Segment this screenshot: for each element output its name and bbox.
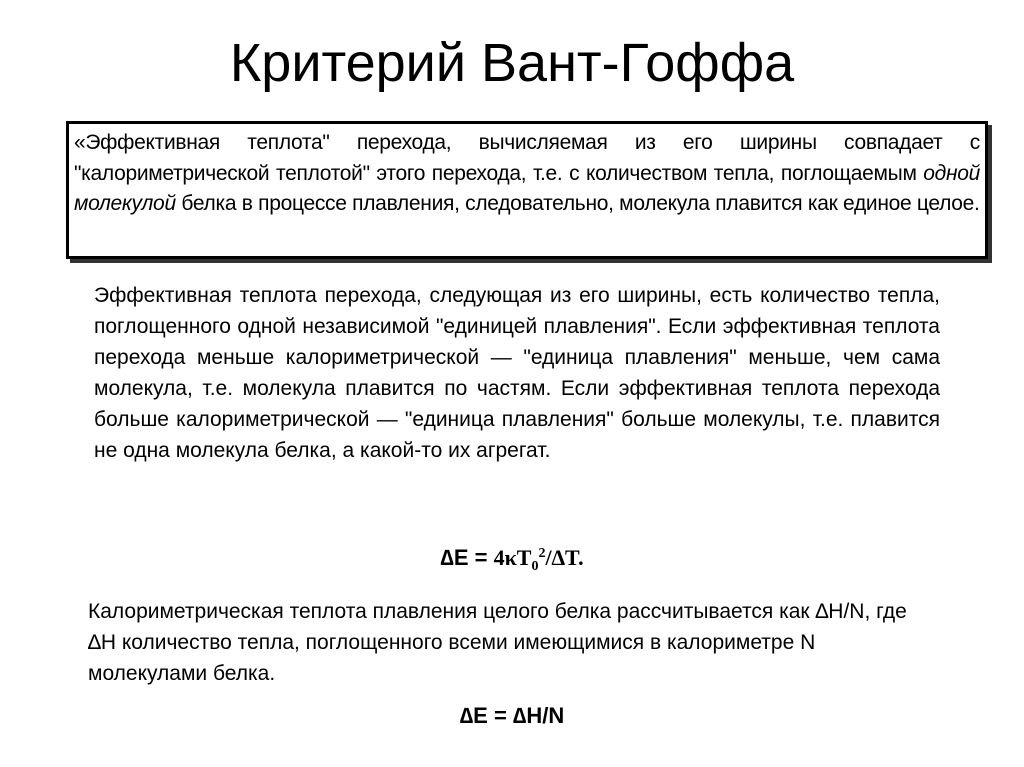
formula1-rest: /∆T.	[545, 545, 584, 570]
box-text-italic: одной молекулой	[74, 161, 980, 215]
formula1-sub: 0	[531, 559, 539, 574]
formula-effective-heat	[0, 545, 1024, 575]
box-text-start: «Эффективная теплота" перехода, вычисляемая из его ширины совпадает с "калориметрической теплотой" этого перехода, т.е. с количеством тепла, поглощаемым	[74, 131, 980, 185]
explanation-paragraph: Эффективная теплота перехода, следующая из его ширины, есть количество тепла, поглощенного одной независимой "единицей плавления". Если эффективная теплота перехода меньше калориметрической — "единица плавления" меньше, чем сама молекула, т.е. молекула плавится по частям. Если эффективная теплота перехода больше калориметрической — "единица плавления" больше молекулы, т.е. плавится не одна молекула белка, а какой-то их агрегат.	[94, 284, 940, 462]
definition-box	[66, 121, 988, 259]
slide-title: Критерий Вант-Гоффа	[229, 33, 795, 93]
formula1-lhs: ∆E =	[440, 545, 494, 570]
formula-calorimetric-heat: ∆E = ∆H/N	[459, 703, 565, 728]
box-text-end: белка в процессе плавления, следовательно, молекула плавится как единое целое.	[175, 192, 980, 215]
calorimetric-paragraph: Калориметрическая теплота плавления целого белка рассчитывается как ∆H/N, где ∆H количество тепла, поглощенного всеми имеющимися в калориметре N молекулами белка.	[88, 600, 907, 685]
formula1-coef: 4κT	[493, 545, 532, 570]
formula1-sup: 2	[538, 546, 546, 561]
